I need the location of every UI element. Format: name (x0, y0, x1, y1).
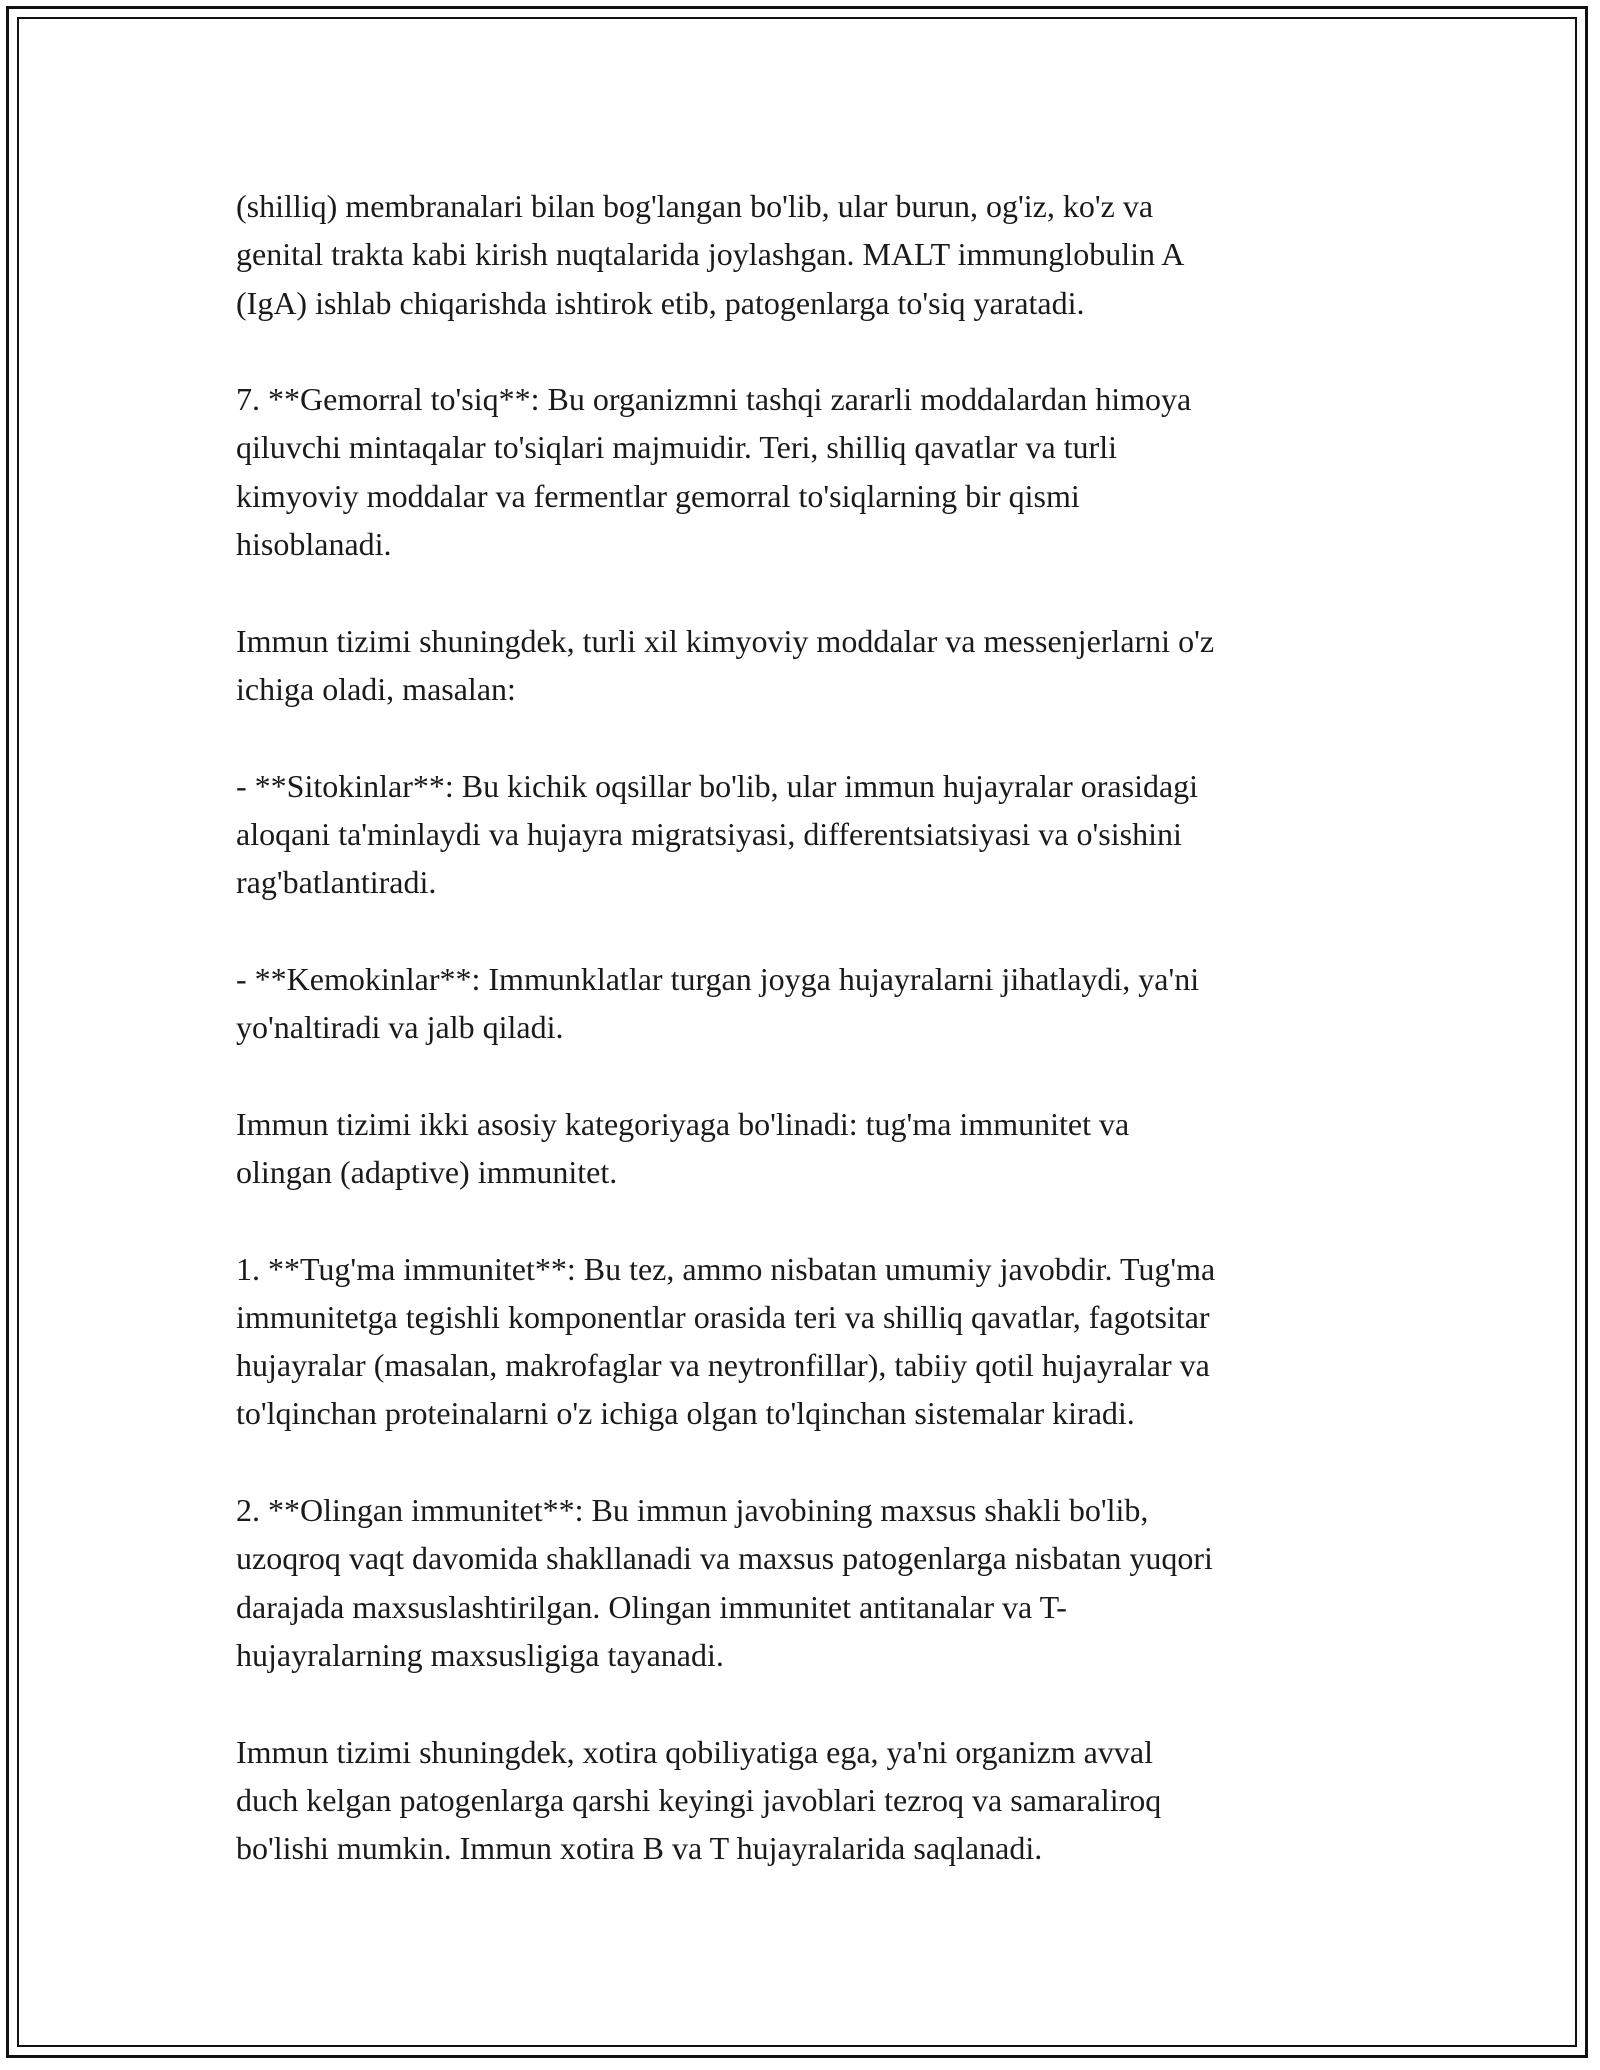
text-line: - **Sitokinlar**: Bu kichik oqsillar bo'lib, ular immun hujayralar orasidagi (236, 767, 1199, 804)
text-line: Immun tizimi shuningdek, turli xil kimyoviy moddalar va messenjerlarni o'z (236, 622, 1215, 659)
paragraph-chemokines (236, 955, 1366, 1052)
text-line: (shilliq) membranalari bilan bog'langan bo'lib, ular burun, og'iz, ko'z va (236, 188, 1154, 224)
text-line: (IgA) ishlab chiqarishda ishtirok etib, patogenlarga to'siq yaratadi. (236, 284, 1085, 321)
text-line: - **Kemokinlar**: Immunklatlar turgan joyga hujayralarni jihatlaydi, ya'ni (236, 960, 1200, 997)
text-line: immunitetga tegishli komponentlar orasida teri va shilliq qavatlar, fagotsitar (236, 1298, 1210, 1335)
text-line: 7. **Gemorral to'siq**: Bu organizmni tashqi zararli moddalardan himoya (236, 381, 1192, 418)
text-line: hujayralarning maxsusligiga tayanadi. (236, 1636, 724, 1673)
text-line: rag'batlantiradi. (236, 864, 437, 901)
paragraph-immune-memory (236, 1728, 1366, 1873)
text-line: Immun tizimi shuningdek, xotira qobiliyatiga ega, ya'ni organizm avval (236, 1733, 1153, 1770)
text-line: to'lqinchan proteinalarni o'z ichiga olgan to'lqinchan sistemalar kiradi. (236, 1395, 1135, 1432)
text-line: yo'naltiradi va jalb qiladi. (236, 1009, 564, 1046)
text-line: darajada maxsuslashtirilgan. Olingan immunitet antitanalar va T- (236, 1588, 1067, 1625)
paragraph-innate-immunity (236, 1245, 1366, 1438)
paragraph-gemorral-barrier (236, 375, 1366, 568)
paragraph-adaptive-immunity (236, 1486, 1366, 1679)
paragraph-chemical-messengers (236, 617, 1366, 714)
text-line: hisoblanadi. (236, 526, 392, 563)
paragraph-malt (236, 182, 1366, 327)
text-line: bo'lishi mumkin. Immun xotira B va T hujayralarida saqlanadi. (236, 1830, 1043, 1867)
paragraph-cytokines (236, 762, 1366, 907)
text-line: olingan (adaptive) immunitet. (236, 1153, 618, 1190)
text-line: aloqani ta'minlaydi va hujayra migratsiyasi, differentsiatsiyasi va o'sishini (236, 815, 1182, 852)
text-line: Immun tizimi ikki asosiy kategoriyaga bo'linadi: tug'ma immunitet va (236, 1105, 1130, 1142)
text-line: genital trakta kabi kirish nuqtalarida joylashgan. MALT immunglobulin A (236, 236, 1185, 273)
text-line: qiluvchi mintaqalar to'siqlari majmuidir. Teri, shilliq qavatlar va turli (236, 429, 1117, 466)
text-line: 1. **Tug'ma immunitet**: Bu tez, ammo nisbatan umumiy javobdir. Tug'ma (236, 1250, 1216, 1287)
text-line: uzoqroq vaqt davomida shakllanadi va maxsus patogenlarga nisbatan yuqori (236, 1540, 1213, 1577)
text-line: ichiga oladi, masalan: (236, 670, 516, 707)
text-line: duch kelgan patogenlarga qarshi keyingi javoblari tezroq va samaraliroq (236, 1781, 1162, 1818)
text-line: 2. **Olingan immunitet**: Bu immun javobining maxsus shakli bo'lib, (236, 1492, 1149, 1529)
document-body (236, 182, 1366, 1921)
text-line: hujayralar (masalan, makrofaglar va neytronfillar), tabiiy qotil hujayralar va (236, 1347, 1210, 1384)
paragraph-immunity-categories (236, 1100, 1366, 1197)
text-line: kimyoviy moddalar va fermentlar gemorral to'siqlarning bir qismi (236, 477, 1080, 514)
